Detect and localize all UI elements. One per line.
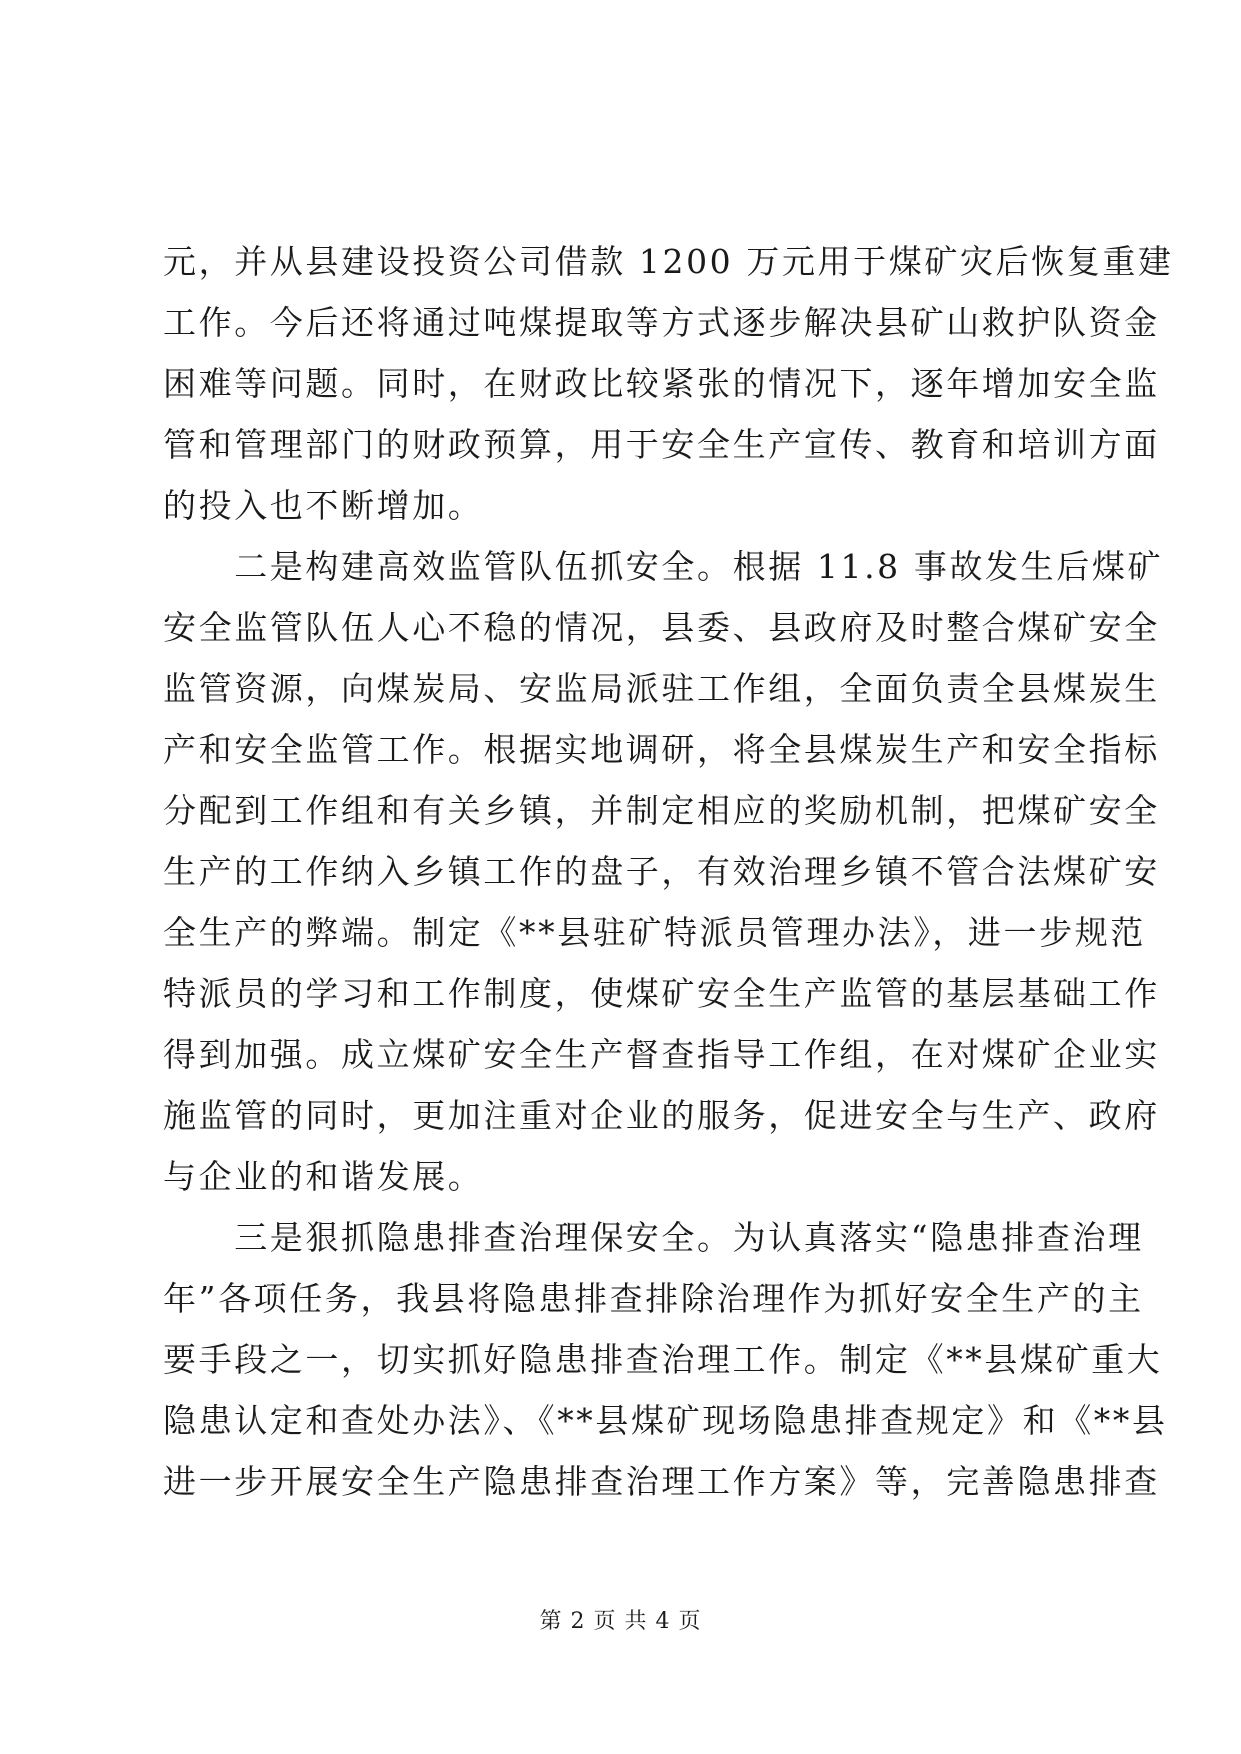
text-line: 进一步开展安全生产隐患排查治理工作方案》等，完善隐患排查 [163,1462,1160,1501]
text-line: 全生产的弊端。制定《**县驻矿特派员管理办法》，进一步规范 [163,913,1146,952]
text-line: 困难等问题。同时，在财政比较紧张的情况下，逐年增加安全监 [163,364,1160,403]
text-line: 管和管理部门的财政预算，用于安全生产宣传、教育和培训方面 [163,425,1160,464]
text-line: 特派员的学习和工作制度，使煤矿安全生产监管的基层基础工作 [163,974,1160,1013]
text-line: 元，并从县建设投资公司借款 1200 万元用于煤矿灾后恢复重建 [163,242,1174,281]
page-number-footer: 第 2 页 共 4 页 [539,1609,702,1634]
text-line: 的投入也不断增加。 [163,486,484,525]
text-line: 年”各项任务，我县将隐患排查排除治理作为抓好安全生产的主 [163,1279,1144,1318]
body-text [163,231,1174,1512]
text-line: 分配到工作组和有关乡镇，并制定相应的奖励机制，把煤矿安全 [163,791,1160,830]
text-line: 监管资源，向煤炭局、安监局派驻工作组，全面负责全县煤炭生 [163,669,1160,708]
text-line: 隐患认定和查处办法》、《**县煤矿现场隐患排查规定》和《**县 [163,1401,1168,1440]
text-line: 安全监管队伍人心不稳的情况，县委、县政府及时整合煤矿安全 [163,608,1160,647]
text-line: 施监管的同时，更加注重对企业的服务，促进安全与生产、政府 [163,1096,1160,1135]
text-line: 得到加强。成立煤矿安全生产督查指导工作组，在对煤矿企业实 [163,1035,1160,1074]
text-line: 与企业的和谐发展。 [163,1157,484,1196]
text-line: 要手段之一，切实抓好隐患排查治理工作。制定《**县煤矿重大 [163,1340,1163,1379]
text-line: 产和安全监管工作。根据实地调研，将全县煤炭生产和安全指标 [163,730,1160,769]
text-line: 工作。今后还将通过吨煤提取等方式逐步解决县矿山救护队资金 [163,303,1160,342]
text-line: 三是狠抓隐患排查治理保安全。为认真落实“隐患排查治理 [163,1218,1144,1257]
text-line: 二是构建高效监管队伍抓安全。根据 11.8 事故发生后煤矿 [163,547,1164,586]
text-line: 生产的工作纳入乡镇工作的盘子，有效治理乡镇不管合法煤矿安 [163,852,1160,891]
